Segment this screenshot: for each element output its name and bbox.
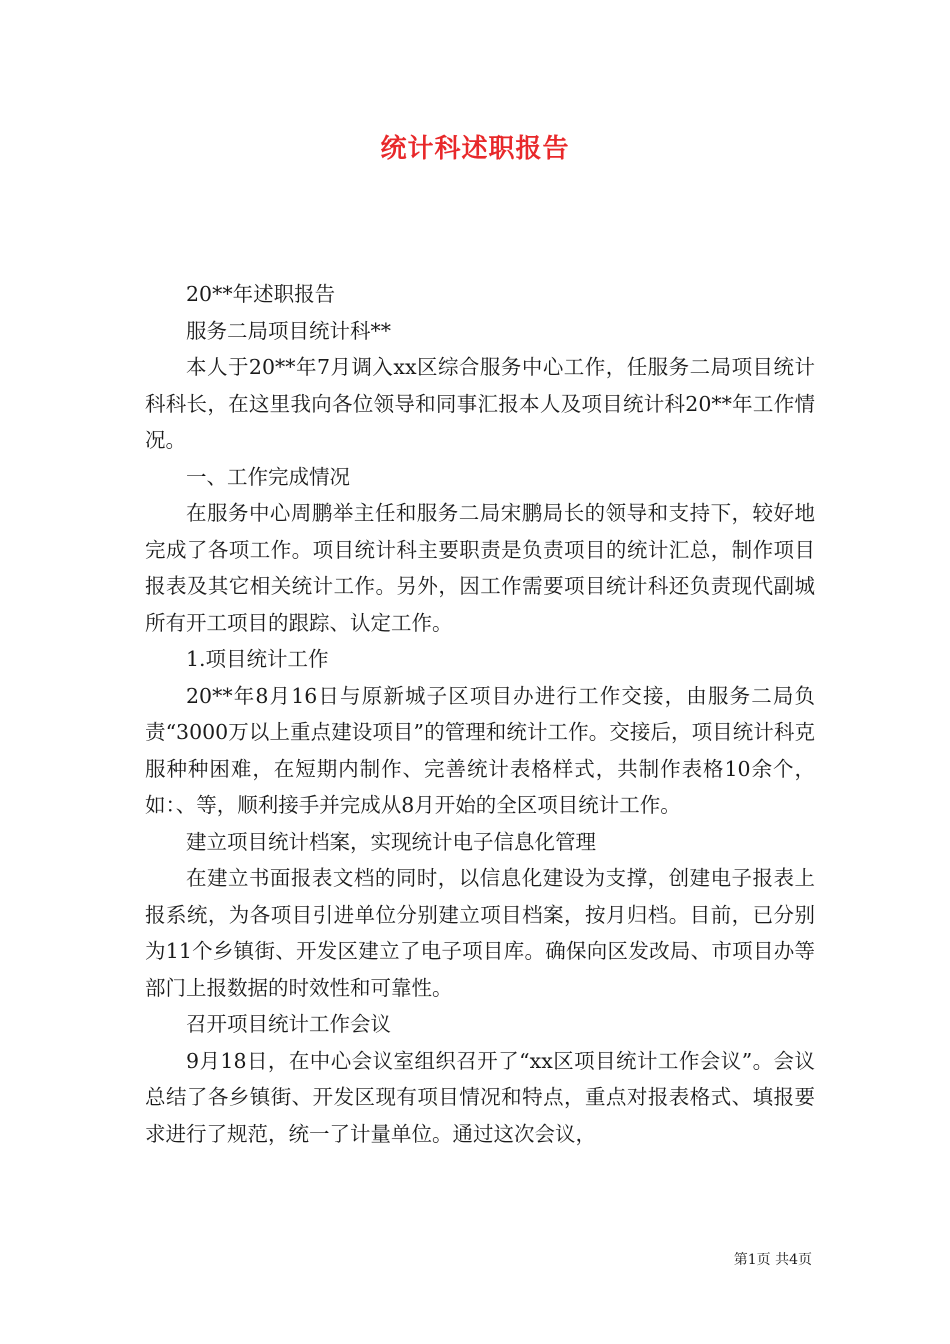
heading-meeting: 召开项目统计工作会议 <box>186 1012 391 1036</box>
paragraph-handover: 20**年8月16日与原新城子区项目办进行工作交接，由服务二局负责“3000万以上重点建设项目”的管理和统计工作。交接后，项目统计科克服种种困难，在短期内制作、完善统计表格样式，共制作表格10余个，如：、等，顺利接手并完成从8月开始的全区项目统计工作。 <box>145 683 815 817</box>
paragraph-department: 服务二局项目统计科** <box>186 318 391 343</box>
document-title: 统计科述职报告 <box>380 134 570 164</box>
paragraph-report-year: 20**年述职报告 <box>186 282 336 306</box>
heading-work-completion: 一、工作完成情况 <box>186 464 350 489</box>
paragraph-work-summary: 在服务中心周鹏举主任和服务二局宋鹏局长的领导和支持下，较好地完成了各项工作。项目统计科主要职责是负责项目的统计汇总，制作项目报表及其它相关统计工作。另外，因工作需要项目统计科还负责现代副城所有开工项目的跟踪、认定工作。 <box>145 501 815 635</box>
paragraph-archives: 在建立书面报表文档的同时，以信息化建设为支撑，创建电子报表上报系统，为各项目引进单位分别建立项目档案，按月归档。目前，已分别为11个乡镇街、开发区建立了电子项目库。确保向区发改局、市项目办等部门上报数据的时效性和可靠性。 <box>145 866 815 1000</box>
page-number-footer: 第1页 共4页 <box>733 1252 812 1268</box>
heading-project-statistics: 1.项目统计工作 <box>186 647 329 671</box>
paragraph-intro: 本人于20**年7月调入xx区综合服务中心工作，任服务二局项目统计科科长，在这里我向各位领导和同事汇报本人及项目统计科20**年工作情况。 <box>145 355 815 452</box>
paragraph-meeting: 9月18日，在中心会议室组织召开了“xx区项目统计工作会议”。会议总结了各乡镇街、开发区现有项目情况和特点，重点对报表格式、填报要求进行了规范，统一了计量单位。通过这次会议， <box>145 1048 815 1146</box>
document-body <box>145 276 815 1152</box>
heading-archives: 建立项目统计档案，实现统计电子信息化管理 <box>186 829 596 854</box>
